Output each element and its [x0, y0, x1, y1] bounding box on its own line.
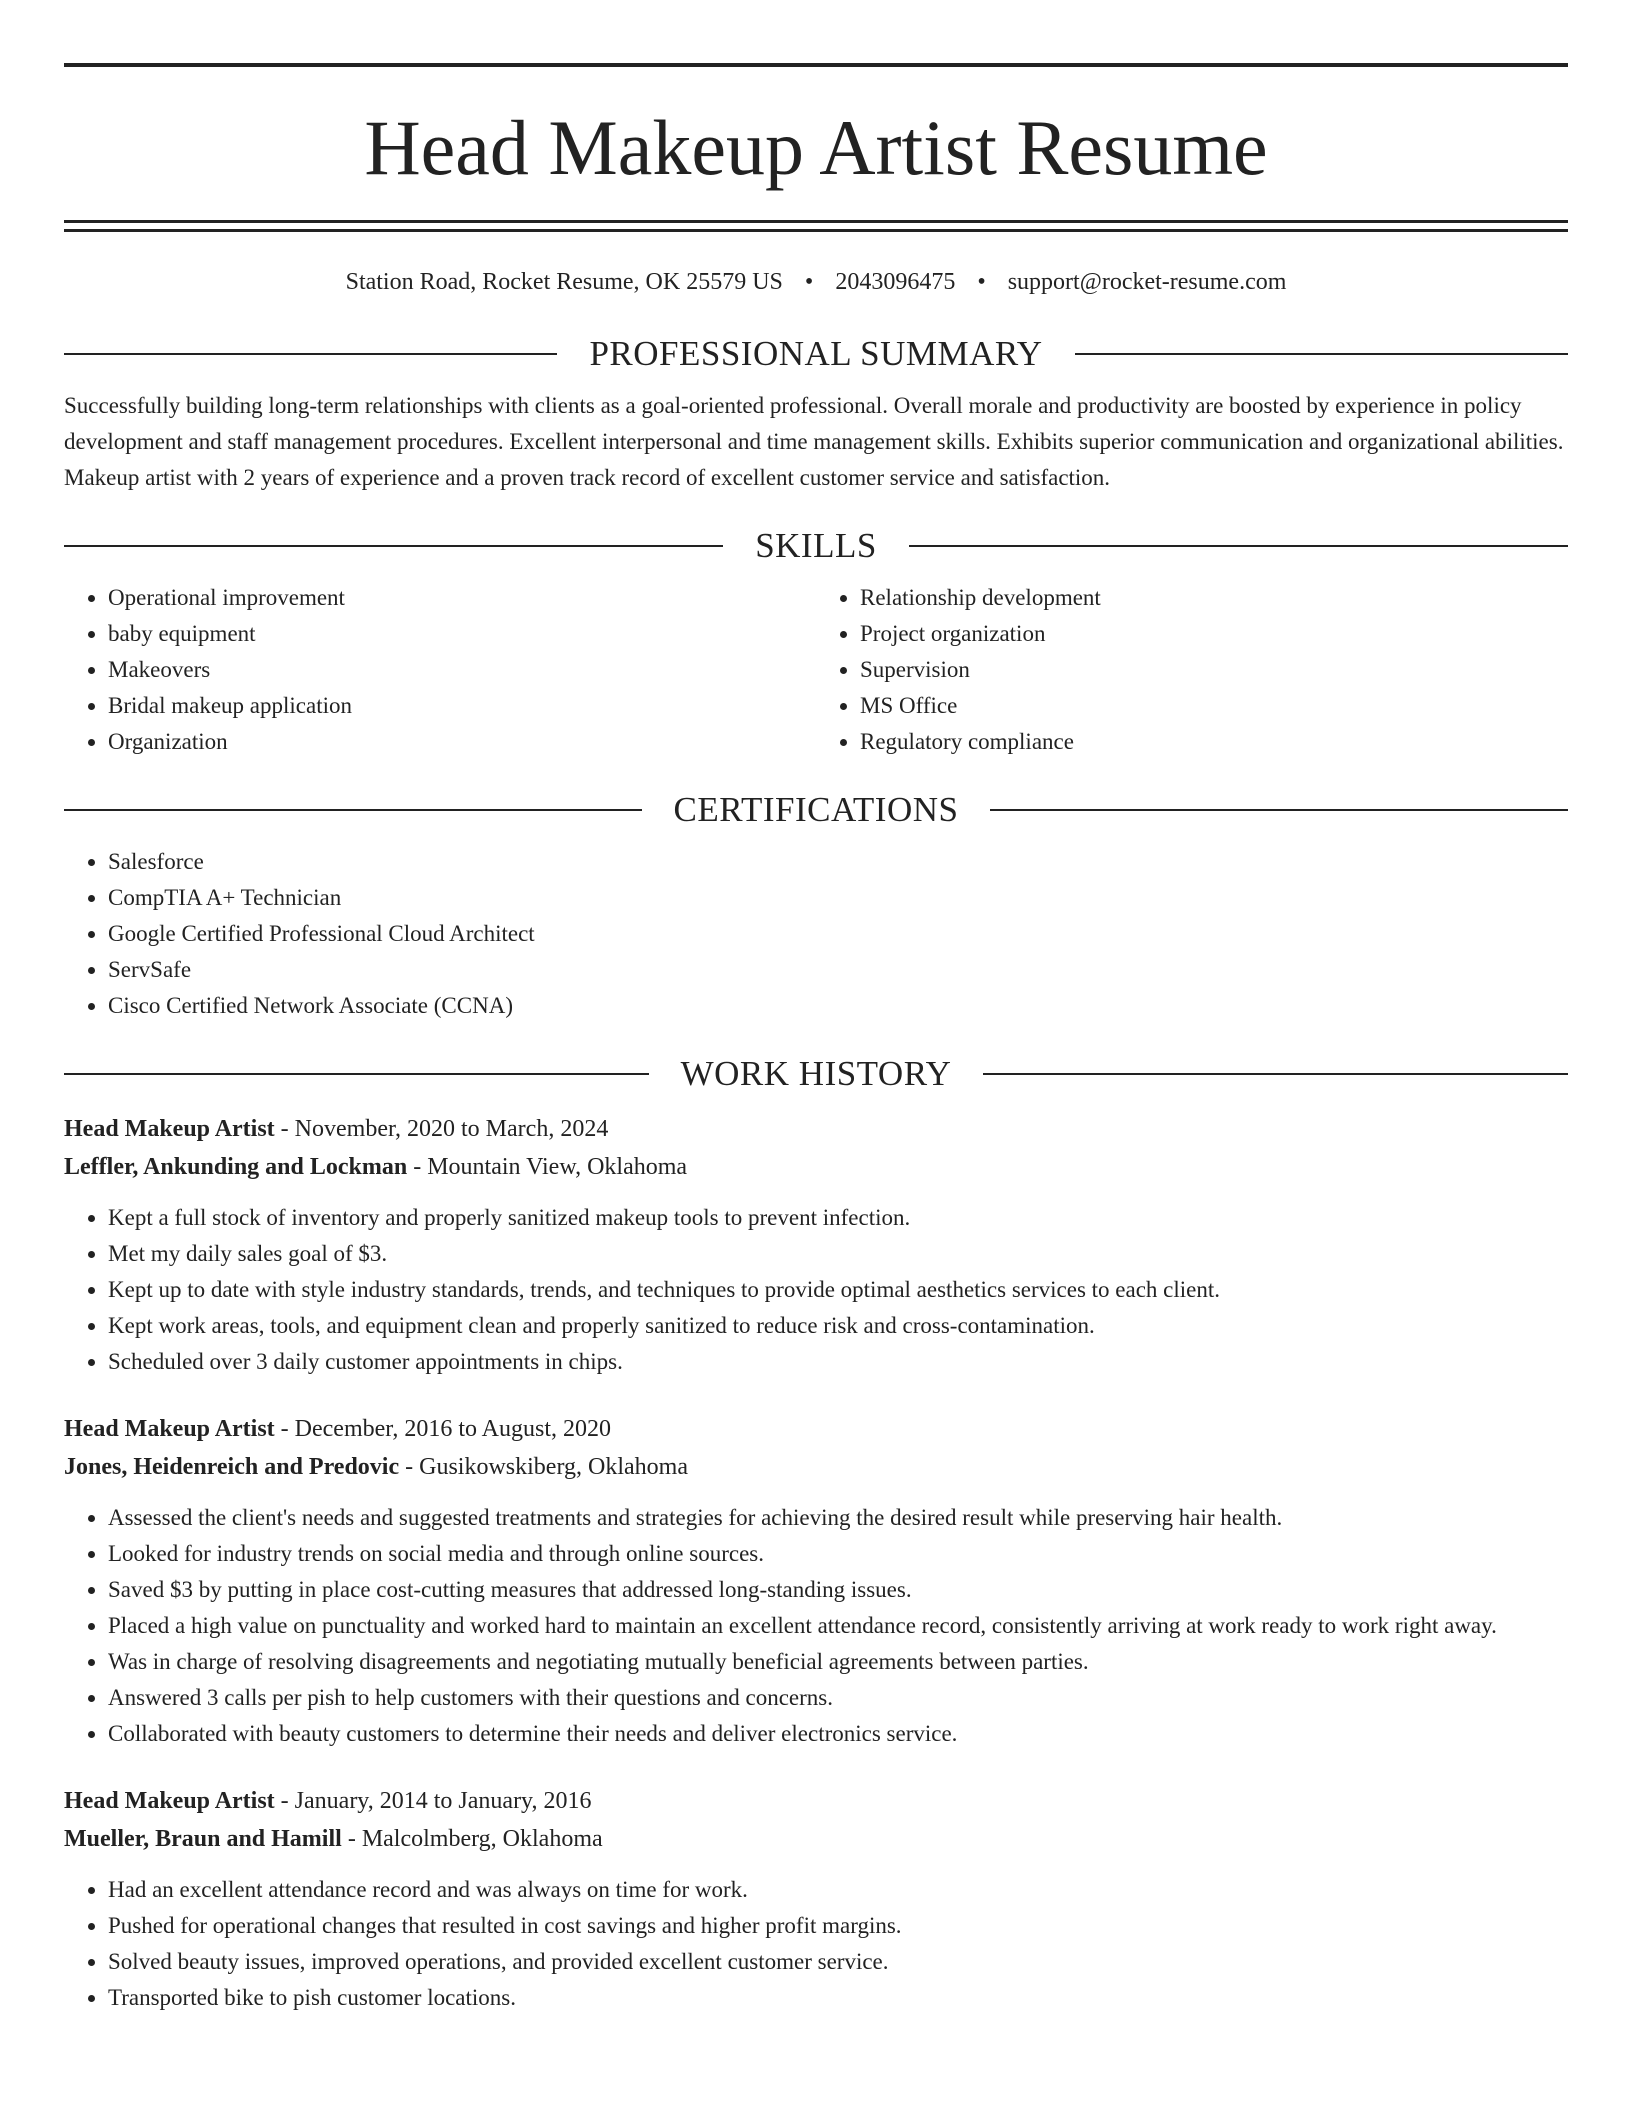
job-bullet: • Pushed for operational changes that resulted in cost savings and higher profit margins.: [108, 1908, 1568, 1944]
section-title: PROFESSIONAL SUMMARY: [589, 334, 1043, 373]
heading-rule: [909, 545, 1568, 547]
certifications-heading: [64, 788, 1568, 832]
job-bullet: • Scheduled over 3 daily customer appointments in chips.: [108, 1344, 1568, 1380]
heading-rule: [64, 1073, 649, 1075]
contact-email[interactable]: support@rocket-resume.com: [1007, 269, 1287, 295]
job-bullet: • Looked for industry trends on social media and through online sources.: [108, 1536, 1568, 1572]
heading-rule: [1075, 353, 1568, 355]
skills-column-right: [816, 580, 1568, 760]
heading-rule: [64, 809, 642, 811]
job-location: Malcolmberg, Oklahoma: [361, 1826, 603, 1852]
job-location: Gusikowskiberg, Oklahoma: [419, 1454, 688, 1480]
skill-item: • Relationship development: [860, 580, 1568, 616]
certification-item: • Salesforce: [108, 844, 1568, 880]
job-dates: November, 2020 to March, 2024: [294, 1116, 609, 1142]
job-entry: [64, 1410, 1568, 1752]
job-company: Leffler, Ankunding and Lockman: [64, 1154, 408, 1180]
title-block: [64, 0, 1568, 232]
job-bullet: • Saved $3 by putting in place cost-cutting measures that addressed long-standing issues.: [108, 1572, 1568, 1608]
heading-rule: [64, 353, 557, 355]
certification-item: • CompTIA A+ Technician: [108, 880, 1568, 916]
job-bullet: • Met my daily sales goal of $3.: [108, 1236, 1568, 1272]
job-company-line: Leffler, Ankunding and Lockman - Mountain View, Oklahoma: [64, 1154, 688, 1180]
job-bullets: [64, 1872, 1568, 2016]
skills-heading: [64, 524, 1568, 568]
job-company-line: Mueller, Braun and Hamill - Malcolmberg, Oklahoma: [64, 1826, 603, 1852]
certification-item: • Google Certified Professional Cloud Architect: [108, 916, 1568, 952]
skill-item: • Makeovers: [108, 652, 816, 688]
page-title: Head Makeup Artist Resume: [364, 104, 1268, 191]
skill-item: • Operational improvement: [108, 580, 816, 616]
job-bullet: • Kept a full stock of inventory and properly sanitized makeup tools to prevent infection.: [108, 1200, 1568, 1236]
heading-rule: [983, 1073, 1568, 1075]
section-title: CERTIFICATIONS: [673, 790, 959, 829]
skill-item: • Bridal makeup application: [108, 688, 816, 724]
contact-line: [64, 266, 1568, 298]
contact-address: Station Road, Rocket Resume, OK 25579 US: [345, 269, 783, 295]
section-title: WORK HISTORY: [680, 1054, 952, 1093]
skills-column-left: [64, 580, 816, 760]
certification-item: • Cisco Certified Network Associate (CCNA): [108, 988, 1568, 1024]
job-location: Mountain View, Oklahoma: [427, 1154, 688, 1180]
certifications-list: [64, 844, 1568, 1024]
skill-item: • MS Office: [860, 688, 1568, 724]
job-dates: January, 2014 to January, 2016: [294, 1788, 592, 1814]
contact-separator: •: [804, 269, 814, 295]
job-bullet: • Kept up to date with style industry standards, trends, and techniques to provide optimal aesthetics services to each client.: [108, 1272, 1568, 1308]
job-entry: [64, 1110, 1568, 1380]
skill-item: • Project organization: [860, 616, 1568, 652]
contact-phone: 2043096475: [835, 269, 956, 295]
skill-item: • baby equipment: [108, 616, 816, 652]
job-company-line: Jones, Heidenreich and Predovic - Gusikowskiberg, Oklahoma: [64, 1454, 688, 1480]
job-company: Mueller, Braun and Hamill: [64, 1826, 342, 1852]
job-bullet: • Kept work areas, tools, and equipment clean and properly sanitized to reduce risk and cross-contamination.: [108, 1308, 1568, 1344]
summary-heading: [64, 332, 1568, 376]
job-title: Head Makeup Artist: [64, 1116, 275, 1142]
double-rule: [64, 220, 1568, 232]
job-bullet: • Had an excellent attendance record and was always on time for work.: [108, 1872, 1568, 1908]
job-entry: [64, 1782, 1568, 2016]
certification-item: • ServSafe: [108, 952, 1568, 988]
job-title: Head Makeup Artist: [64, 1788, 275, 1814]
job-bullet: • Placed a high value on punctuality and worked hard to maintain an excellent attendance record, consistently arriving at work ready to work right away.: [108, 1608, 1568, 1644]
heading-rule: [64, 545, 723, 547]
job-title-line: Head Makeup Artist - November, 2020 to March, 2024: [64, 1116, 609, 1142]
job-bullets: [64, 1200, 1568, 1380]
job-bullet: • Transported bike to pish customer locations.: [108, 1980, 1568, 2016]
contact-separator: •: [977, 269, 986, 295]
job-bullet: • Solved beauty issues, improved operations, and provided excellent customer service.: [108, 1944, 1568, 1980]
job-title-line: Head Makeup Artist - January, 2014 to January, 2016: [64, 1788, 592, 1814]
heading-rule: [990, 809, 1568, 811]
job-bullet: • Was in charge of resolving disagreements and negotiating mutually beneficial agreements between parties.: [108, 1644, 1568, 1680]
summary-text: Successfully building long-term relationships with clients as a goal-oriented professional. Overall morale and productivity are boosted by experience in policy development and staff management procedures. Excellent interpersonal and time management skills. Exhibits superior communication and organizational abilities. Makeup artist with 2 years of experience and a proven track record of excellent customer service and satisfaction.: [64, 393, 1564, 490]
job-bullet: • Collaborated with beauty customers to determine their needs and deliver electronics service.: [108, 1716, 1568, 1752]
work-heading: [64, 1052, 1568, 1096]
skill-item: • Regulatory compliance: [860, 724, 1568, 760]
skills-list: [64, 580, 1568, 760]
job-title: Head Makeup Artist: [64, 1416, 275, 1442]
job-bullet: • Answered 3 calls per pish to help customers with their questions and concerns.: [108, 1680, 1568, 1716]
skill-item: • Supervision: [860, 652, 1568, 688]
job-company: Jones, Heidenreich and Predovic: [64, 1454, 400, 1480]
job-dates: December, 2016 to August, 2020: [294, 1416, 611, 1442]
job-bullets: [64, 1500, 1568, 1752]
job-title-line: Head Makeup Artist - December, 2016 to August, 2020: [64, 1416, 611, 1442]
job-bullet: • Assessed the client's needs and suggested treatments and strategies for achieving the desired result while preserving hair health.: [108, 1500, 1568, 1536]
skill-item: • Organization: [108, 724, 816, 760]
section-title: SKILLS: [755, 526, 877, 565]
